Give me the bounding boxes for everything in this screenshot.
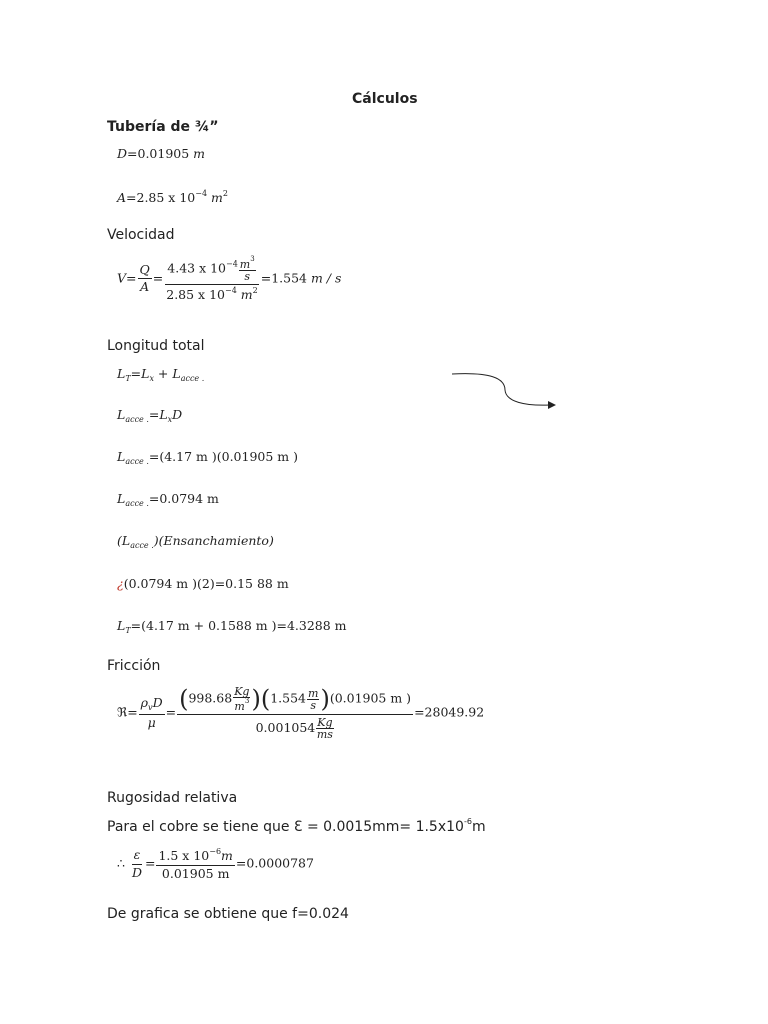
section-heading: Tubería de ¾” bbox=[107, 119, 219, 135]
curved-arrow-icon bbox=[450, 368, 560, 412]
ensanchamiento-result-equation: ¿(0.0794 m )(2)=0.15 88 m bbox=[117, 576, 289, 591]
total-length-equation: $L_T=L_x + L_{acce .}$ bbox=[117, 366, 205, 383]
ensanchamiento-expression: $(L_{acce .})(Ensanchamiento)$ bbox=[117, 533, 274, 550]
velocity-equation: V= $\frac{Q}{A}$ = 4.43 x $10^{-4}$ $\frac{m^3}{s}$ 2.85 x $10^{-4}$ $m^2$ =1.554 m / s bbox=[117, 255, 342, 302]
relative-roughness-equation: ∴ $\frac{\varepsilon}{D}$ = $\frac{1.5 x 10^{-6}m}{0.01905 m}$ =0.0000787 bbox=[117, 847, 314, 881]
reynolds-equation: ℜ= $\frac{\rho_vD}{\mu}$ = (998.68 $\frac{Kg}{m^3}$ )(1.554 $\frac{m}{s}$ )(0.01905 m ) 0.001054 $\frac{Kg}{ms}$ =28049.92 bbox=[117, 685, 485, 741]
acce-substitution-equation: $L_{acce .}=(4.17$ m )(0.01905 m ) bbox=[117, 449, 298, 466]
cobre-roughness-text: Para el cobre se tiene que Ɛ = $0.0015mm= 1.5x10^{-6}m$ bbox=[107, 817, 486, 835]
label-velocidad: Velocidad bbox=[107, 227, 175, 243]
label-friccion: Fricción bbox=[107, 658, 161, 674]
area-equation: A=2.85 x $10^{-4}$ $m^2$ bbox=[117, 189, 228, 205]
page-title: Cálculos bbox=[352, 91, 418, 107]
acce-result-equation: $L_{acce .}=0.0794$ m bbox=[117, 491, 219, 508]
label-rugosidad-relativa: Rugosidad relativa bbox=[107, 790, 238, 806]
diameter-equation: D=0.01905 m bbox=[117, 146, 206, 161]
total-length-result-equation: $L_T=(4.17$ m + 0.1588 m )=4.3288 m bbox=[117, 618, 347, 635]
friction-factor-text: De grafica se obtiene que f=0.024 bbox=[107, 906, 349, 922]
label-longitud-total: Longitud total bbox=[107, 338, 205, 354]
error-symbol: ¿ bbox=[117, 576, 124, 591]
acce-length-equation: $L_{acce .}=L_xD$ bbox=[117, 407, 183, 424]
